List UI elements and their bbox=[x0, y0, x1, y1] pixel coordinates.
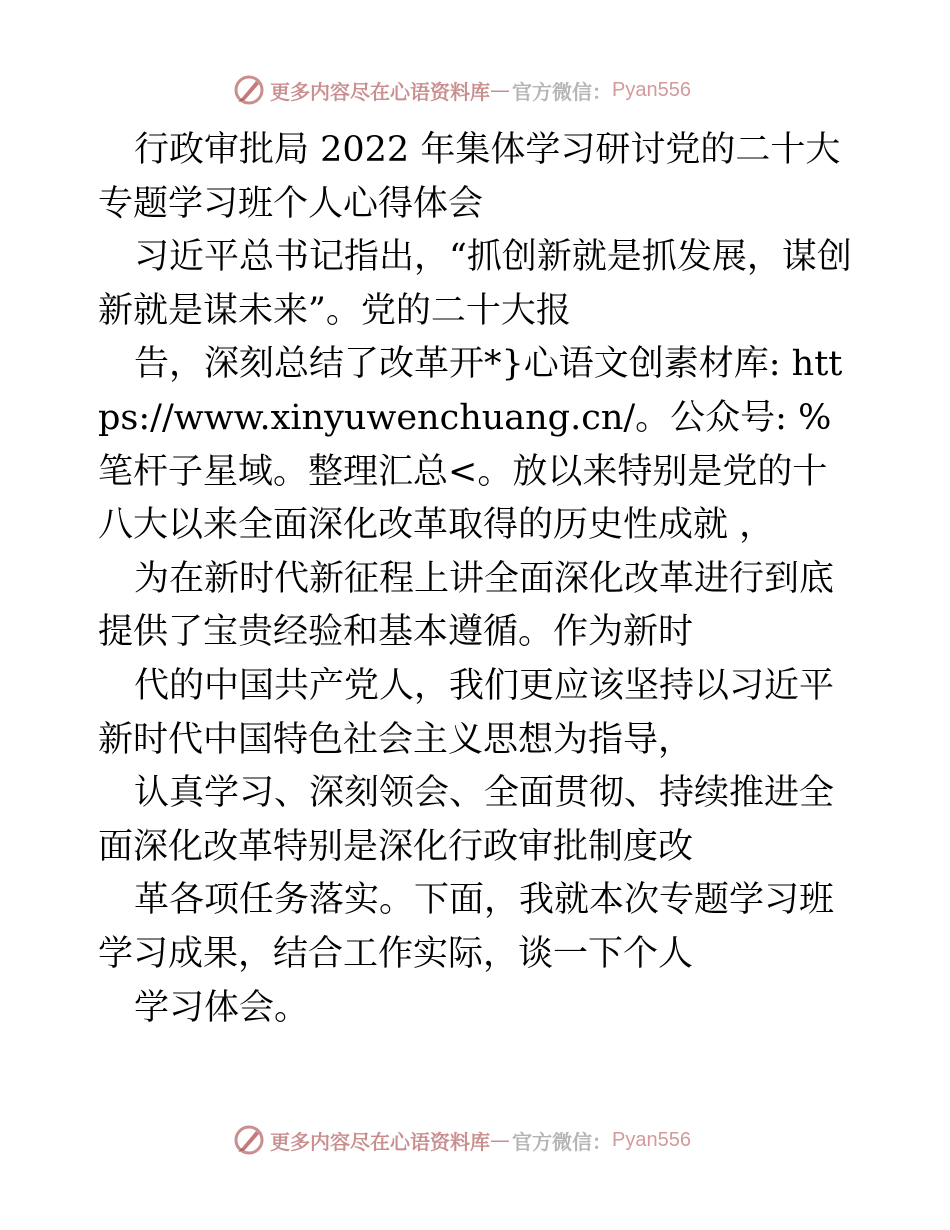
watermark-label: 官方微信： bbox=[512, 1129, 612, 1154]
watermark-text: 更多内容尽在心语资料库 bbox=[270, 79, 490, 104]
quill-pen-logo-icon bbox=[232, 73, 266, 107]
paragraph: 告，深刻总结了改革开*}心语文创素材库: https://www.xinyuwenchuang.cn/。公众号: %笔杆子星域。整理汇总<。放以来特别是党的十八大以来全面深化改革取得的历史性成就 ， bbox=[98, 344, 843, 546]
watermark-banner-bottom bbox=[232, 1120, 691, 1160]
watermark-id: Pyan556 bbox=[612, 1128, 691, 1151]
watermark-separator: — bbox=[490, 1128, 510, 1152]
watermark-separator: — bbox=[490, 78, 510, 102]
watermark-label: 官方微信： bbox=[512, 79, 612, 104]
watermark-id: Pyan556 bbox=[612, 78, 691, 101]
quill-pen-logo-icon bbox=[232, 1123, 266, 1157]
paragraph: 代的中国共产党人，我们更应该坚持以习近平新时代中国特色社会主义思想为指导， bbox=[98, 665, 835, 760]
watermark-banner-top bbox=[232, 70, 691, 110]
paragraph: 革各项任务落实。下面，我就本次专题学习班学习成果，结合工作实际，谈一下个人 bbox=[98, 880, 835, 974]
document-body bbox=[98, 124, 858, 1035]
paragraph-title: 行政审批局 2022 年集体学习研讨党的二十大专题学习班个人心得体会 bbox=[98, 130, 841, 224]
paragraph: 习近平总书记指出，“抓创新就是抓发展，谋创新就是谋未来”。党的二十大报 bbox=[98, 237, 852, 331]
paragraph: 认真学习、深刻领会、全面贯彻、持续推进全面深化改革特别是深化行政审批制度改 bbox=[98, 773, 835, 867]
watermark-text: 更多内容尽在心语资料库 bbox=[270, 1129, 490, 1154]
paragraph: 为在新时代新征程上讲全面深化改革进行到底提供了宝贵经验和基本遵循。作为新时 bbox=[98, 558, 835, 653]
paragraph: 学习体会。 bbox=[134, 987, 310, 1028]
